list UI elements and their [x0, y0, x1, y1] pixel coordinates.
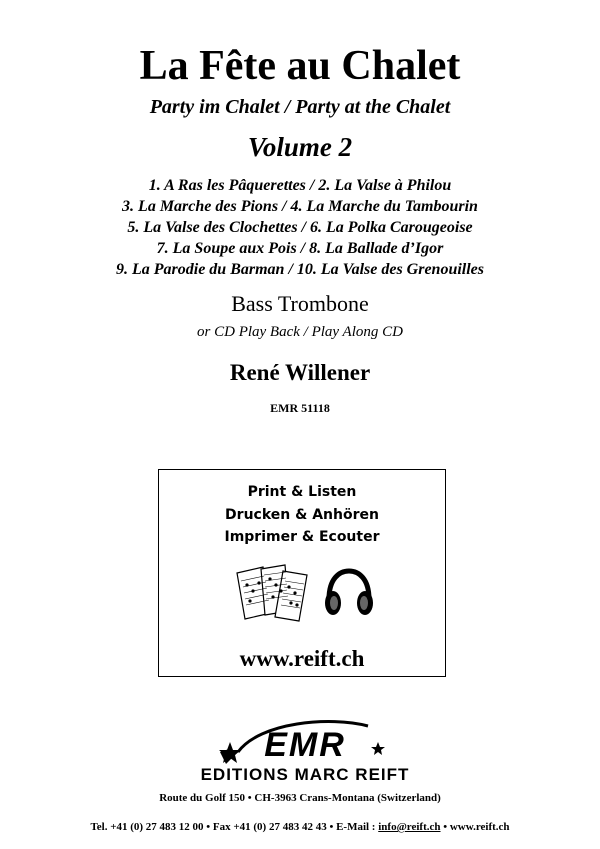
- emr-logo: [160, 712, 450, 786]
- headphones-icon: [321, 565, 377, 621]
- instrument-label: Bass Trombone: [231, 291, 369, 316]
- track-list: [0, 175, 600, 280]
- track-line: 1. A Ras les Pâquerettes / 2. La Valse à Philou: [148, 177, 452, 194]
- website-link[interactable]: www.reift.ch: [239, 646, 365, 671]
- track-line: 7. La Soupe aux Pois / 8. La Ballade d’Igor: [156, 240, 444, 257]
- playback-note: or CD Play Back / Play Along CD: [197, 324, 403, 340]
- print-listen-box: [158, 469, 446, 677]
- composer-name: René Willener: [229, 360, 371, 385]
- volume-label: Volume 2: [247, 132, 353, 162]
- subtitle: Party im Chalet / Party at the Chalet: [149, 96, 451, 118]
- publisher-address: Route du Golf 150 • CH-3963 Crans-Montana (Switzerland): [159, 792, 441, 804]
- publisher-name: EDITIONS MARC REIFT: [200, 765, 410, 784]
- track-line: 5. La Valse des Clochettes / 6. La Polka Carougeoise: [127, 219, 473, 236]
- catalog-number: EMR 51118: [270, 401, 330, 415]
- print-listen-line: Drucken & Anhören: [225, 507, 379, 523]
- page-title: La Fête au Chalet: [139, 43, 461, 89]
- publisher-contact: [0, 820, 600, 835]
- contact-website[interactable]: • www.reift.ch: [440, 821, 510, 833]
- print-listen-line: Imprimer & Ecouter: [224, 529, 380, 545]
- track-line: 9. La Parodie du Barman / 10. La Valse des Grenouilles: [115, 261, 485, 278]
- email-link[interactable]: info@reift.ch: [378, 821, 441, 833]
- contact-phone-fax: Tel. +41 (0) 27 483 12 00 • Fax +41 (0) 27 483 42 43 • E-Mail :: [90, 821, 379, 833]
- print-listen-line: Print & Listen: [247, 484, 357, 500]
- track-line: 3. La Marche des Pions / 4. La Marche du Tambourin: [122, 198, 478, 215]
- sheet-music-icon: [233, 563, 313, 623]
- logo-emr-text: EMR: [264, 726, 346, 764]
